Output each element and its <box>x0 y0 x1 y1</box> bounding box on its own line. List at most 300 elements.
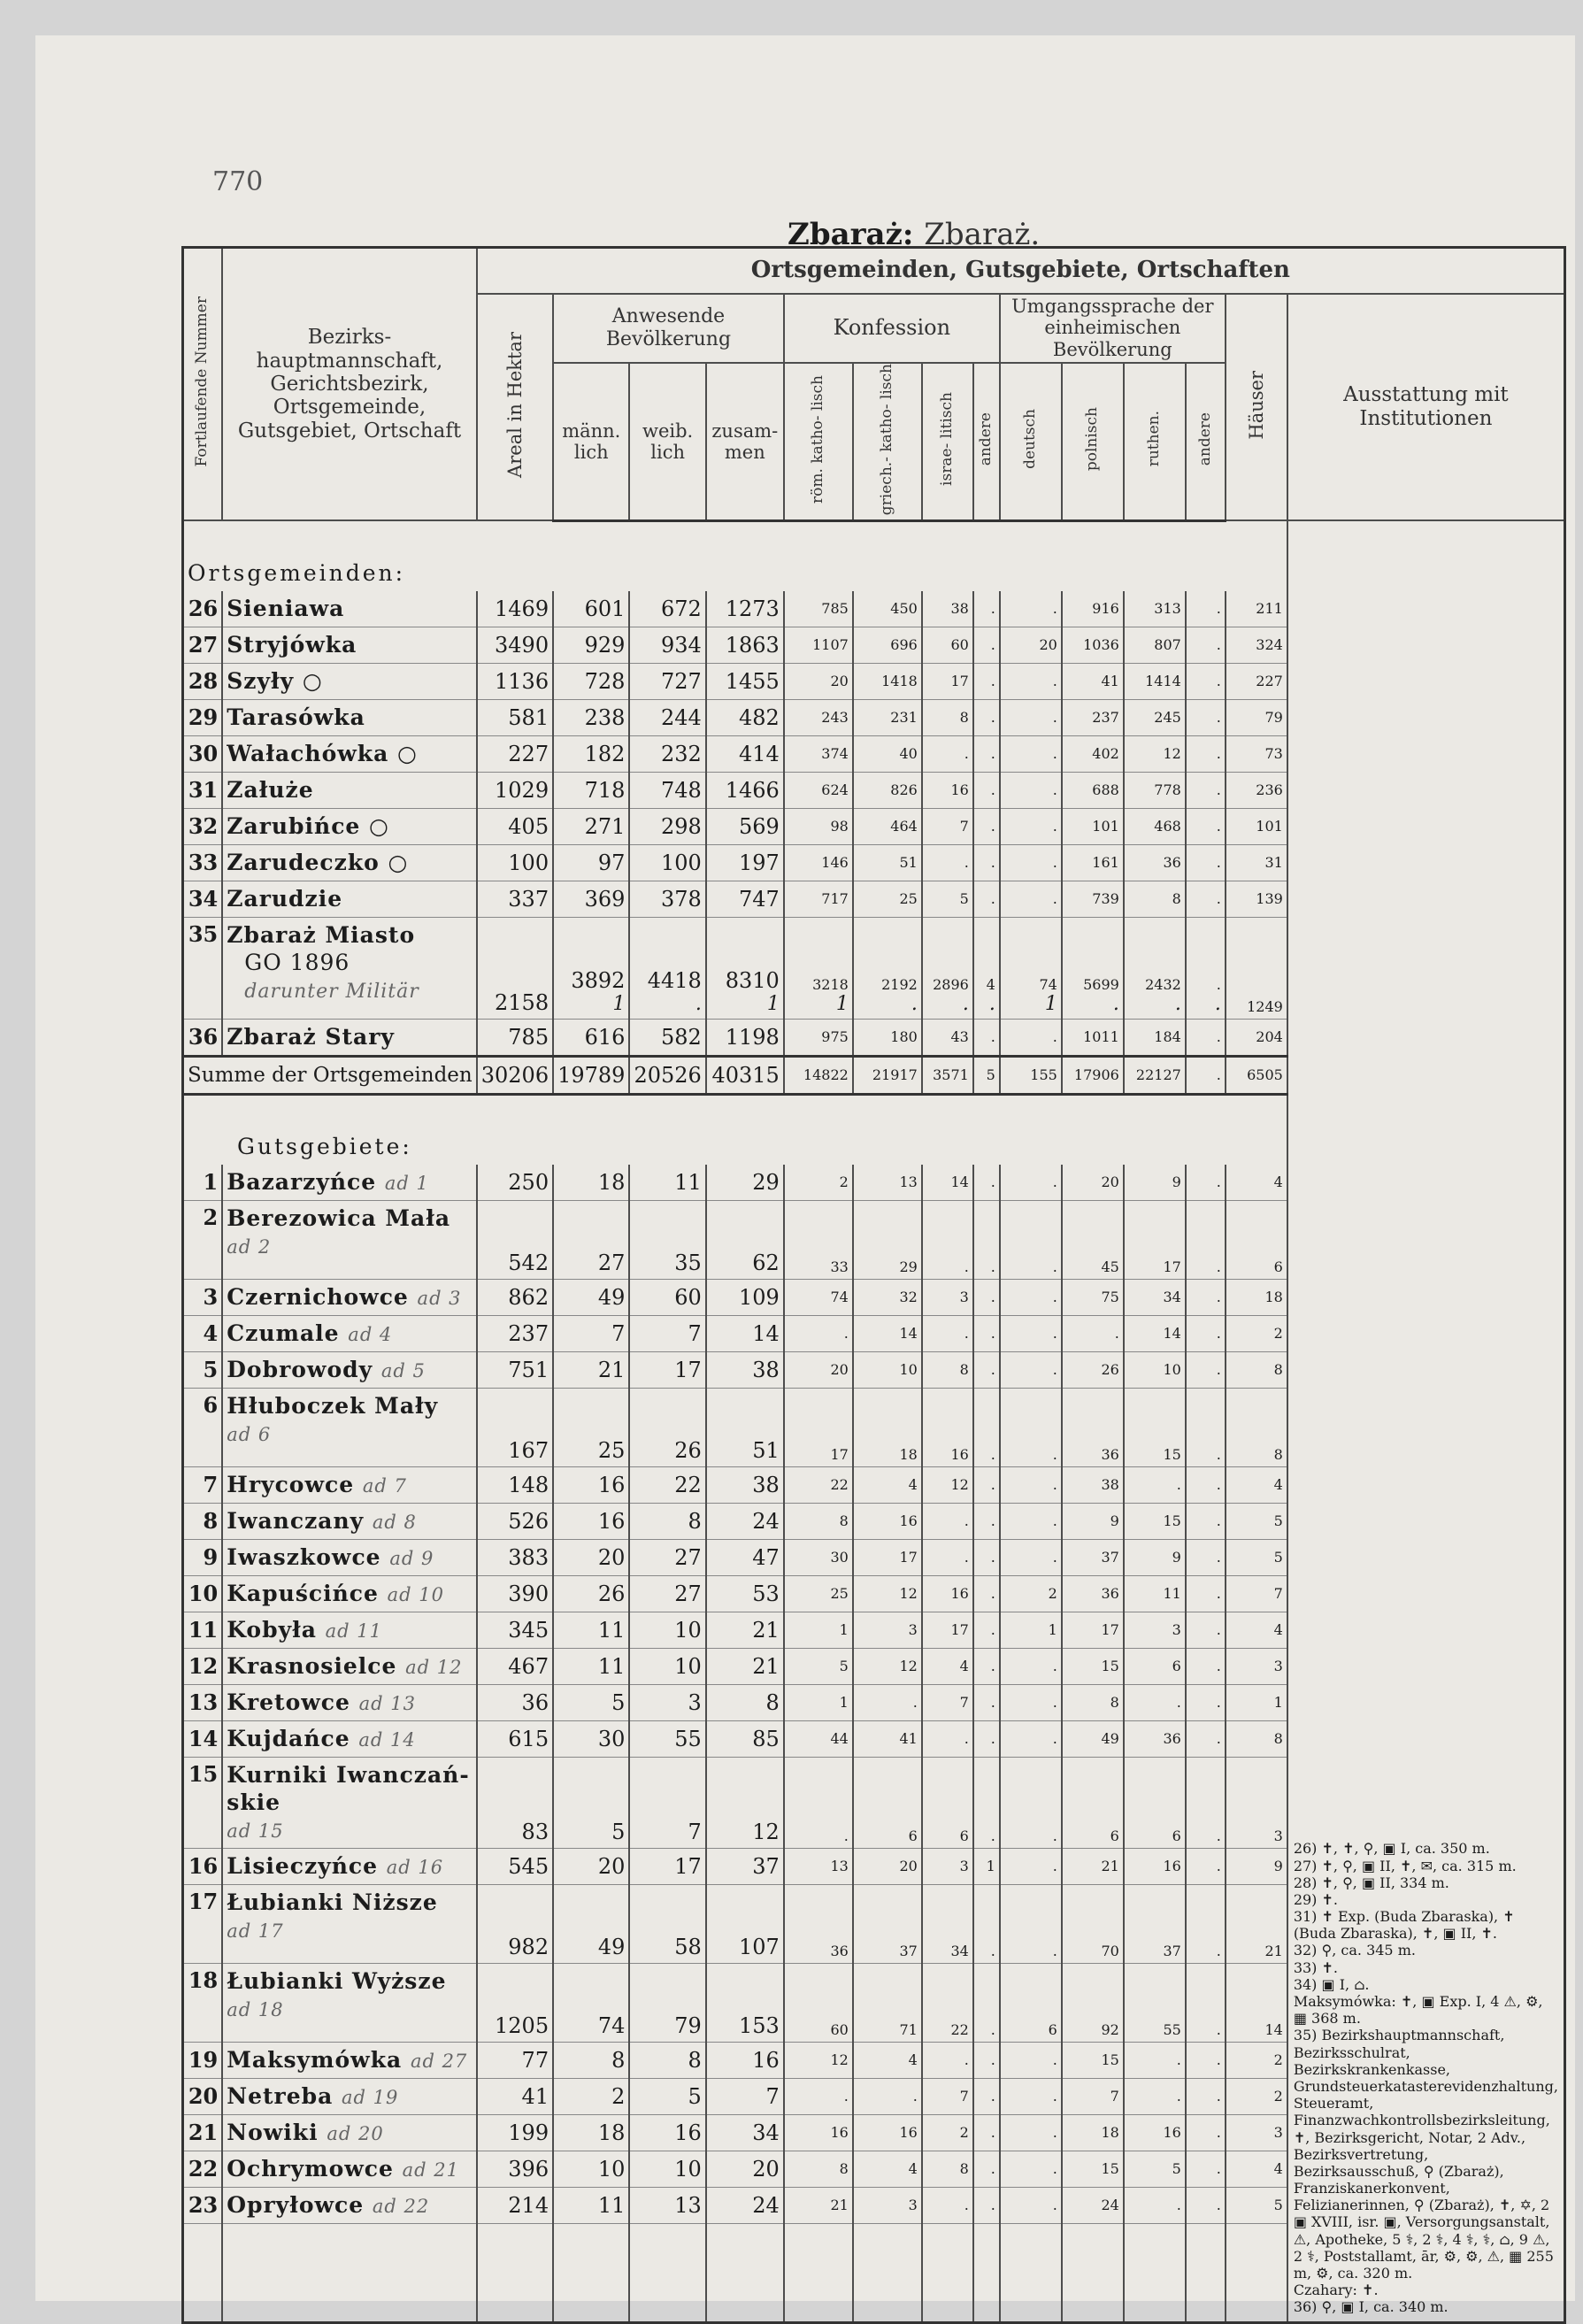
row-number: 11 <box>183 1612 223 1648</box>
cell-israelitisch: 7 <box>922 2078 973 2114</box>
cell-israelitisch: 4 <box>922 1648 973 1684</box>
cell-deutsch: . <box>1000 1019 1062 1056</box>
cell-polnisch: 9 <box>1062 1503 1124 1539</box>
ad-reference: ad 10 <box>387 1584 445 1606</box>
place-name <box>222 1720 476 1757</box>
cell-andere-sprache: . <box>1186 627 1226 663</box>
cell-deutsch: . <box>1000 1539 1062 1575</box>
col-haeuser: Häuser <box>1226 294 1287 521</box>
cell-weiblich: 60 <box>629 1279 705 1315</box>
cell-weiblich: 3 <box>629 1684 705 1720</box>
cell-israelitisch: 3 <box>922 1279 973 1315</box>
place-name-text: Krasnosielce <box>227 1653 397 1680</box>
cell-ruthenisch: 6 <box>1124 1757 1186 1848</box>
cell-andere-konf: . <box>973 2078 1000 2114</box>
cell-zusammen: 414 <box>706 735 784 772</box>
ad-reference: ad 11 <box>325 1620 383 1643</box>
cell-ruthenisch: 9 <box>1124 1165 1186 1201</box>
cell-andere-sprache: . <box>1186 844 1226 881</box>
ad-reference: ad 4 <box>348 1324 393 1346</box>
cell-deutsch: . <box>1000 735 1062 772</box>
cell-andere-konf: . <box>973 1388 1000 1466</box>
cell-weiblich: 232 <box>629 735 705 772</box>
empty-cell <box>853 2223 922 2322</box>
ad-reference: ad 18 <box>227 1998 284 2020</box>
place-name-text: Kapuścińce <box>227 1581 379 1607</box>
row-number: 15 <box>183 1757 223 1848</box>
cell-polnisch: 15 <box>1062 1648 1124 1684</box>
place-name-text: Kobyła <box>227 1617 317 1643</box>
cell-zusammen: 20 <box>706 2151 784 2187</box>
cell-deutsch: . <box>1000 1200 1062 1279</box>
cell-maennlich: 18 <box>553 2114 629 2151</box>
place-name <box>222 844 476 881</box>
cell-maennlich: 929 <box>553 627 629 663</box>
cell-israelitisch <box>922 917 973 1019</box>
row-number: 13 <box>183 1684 223 1720</box>
section-label-ortsgemeinden: Ortsgemeinden: <box>183 520 1287 591</box>
place-name <box>222 591 476 627</box>
cell-ruthenisch: 34 <box>1124 1279 1186 1315</box>
cell-griech-kath: 25 <box>853 881 922 917</box>
remarks-column <box>1287 520 1565 2322</box>
cell-areal: 405 <box>477 808 553 844</box>
cell-polnisch <box>1062 917 1124 1019</box>
value: 4 <box>986 975 995 993</box>
value-militaer: . <box>911 992 918 1015</box>
cell-andere-konf: . <box>973 1351 1000 1388</box>
cell-roem-kath: 36 <box>784 1884 853 1963</box>
cell-polnisch: 15 <box>1062 2151 1124 2187</box>
cell-deutsch: . <box>1000 1684 1062 1720</box>
ad-reference: ad 5 <box>380 1360 426 1382</box>
cell-maennlich: 2 <box>553 2078 629 2114</box>
value: 5699 <box>1083 975 1119 993</box>
value-militaer: 1 <box>612 992 626 1015</box>
cell-weiblich: 100 <box>629 844 705 881</box>
cell-ruthenisch: 184 <box>1124 1019 1186 1056</box>
cell-deutsch: . <box>1000 844 1062 881</box>
place-name <box>222 2042 476 2078</box>
ad-reference: ad 16 <box>386 1857 444 1879</box>
cell-ruthenisch: 16 <box>1124 1848 1186 1884</box>
cell-maennlich: 30 <box>553 1720 629 1757</box>
cell-maennlich: 16 <box>553 1503 629 1539</box>
cell-deutsch <box>1000 917 1062 1019</box>
place-name-text: Lisieczyńce <box>227 1853 379 1880</box>
value: 2192 <box>881 975 918 993</box>
value: 8310 <box>725 967 780 993</box>
cell-haeuser: 3 <box>1226 1757 1287 1848</box>
cell-areal: 36 <box>477 1684 553 1720</box>
remark-entry: 32) ⚲, ca. 345 m. <box>1293 1942 1416 1959</box>
cell-weiblich: 10 <box>629 1648 705 1684</box>
empty-cell <box>1186 2223 1226 2322</box>
col-anwesende: Anwesende Bevölkerung <box>553 294 784 363</box>
row-number: 26 <box>183 591 223 627</box>
cell-roem-kath: 1107 <box>784 627 853 663</box>
cell-zusammen: 1863 <box>706 627 784 663</box>
cell-andere-sprache: . <box>1186 772 1226 808</box>
cell-polnisch: 49 <box>1062 1720 1124 1757</box>
cell-maennlich: 49 <box>553 1279 629 1315</box>
place-name-text: Hrycowce <box>227 1472 355 1498</box>
cell-polnisch: 916 <box>1062 591 1124 627</box>
cell-haeuser: 8 <box>1226 1351 1287 1388</box>
cell-deutsch: . <box>1000 1848 1062 1884</box>
cell-deutsch: . <box>1000 881 1062 917</box>
cell-haeuser: 4 <box>1226 1466 1287 1503</box>
cell-weiblich: 934 <box>629 627 705 663</box>
cell-polnisch: 26 <box>1062 1351 1124 1388</box>
cell-ruthenisch: . <box>1124 2042 1186 2078</box>
cell-deutsch: . <box>1000 1279 1062 1315</box>
cell-andere-konf: . <box>973 1648 1000 1684</box>
row-number: 9 <box>183 1539 223 1575</box>
cell-haeuser: 101 <box>1226 808 1287 844</box>
sum-ruthenisch: 22127 <box>1124 1056 1186 1094</box>
remark-entry: 34) ▣ I, ⌂. <box>1293 1975 1370 1993</box>
cell-polnisch: 1011 <box>1062 1019 1124 1056</box>
cell-griech-kath: 826 <box>853 772 922 808</box>
cell-haeuser: 2 <box>1226 1315 1287 1351</box>
cell-haeuser: 211 <box>1226 591 1287 627</box>
cell-roem-kath: 624 <box>784 772 853 808</box>
cell-israelitisch: . <box>922 844 973 881</box>
place-name-text: Stryjówka <box>227 632 357 658</box>
cell-griech-kath: 37 <box>853 1884 922 1963</box>
cell-israelitisch: 8 <box>922 2151 973 2187</box>
cell-griech-kath: 6 <box>853 1757 922 1848</box>
cell-andere-konf: . <box>973 808 1000 844</box>
cell-ruthenisch: . <box>1124 1684 1186 1720</box>
cell-areal: 41 <box>477 2078 553 2114</box>
cell-haeuser: 21 <box>1226 1884 1287 1963</box>
place-name <box>222 627 476 663</box>
row-number: 12 <box>183 1648 223 1684</box>
row-number: 33 <box>183 844 223 881</box>
place-name-text: Załuże <box>227 777 314 804</box>
cell-maennlich: 27 <box>553 1200 629 1279</box>
cell-maennlich: 49 <box>553 1884 629 1963</box>
cell-andere-konf <box>973 917 1000 1019</box>
cell-roem-kath: 374 <box>784 735 853 772</box>
cell-andere-konf: . <box>973 1165 1000 1201</box>
cell-zusammen: 109 <box>706 1279 784 1315</box>
cell-polnisch: 237 <box>1062 699 1124 735</box>
place-name-text: Tarasówka <box>227 704 365 731</box>
place-name-text: Ochrymowce <box>227 2156 394 2182</box>
cell-griech-kath: 32 <box>853 1279 922 1315</box>
cell-zusammen: 34 <box>706 2114 784 2151</box>
cell-israelitisch: . <box>922 1200 973 1279</box>
place-name <box>222 1351 476 1388</box>
empty-cell <box>1226 2223 1287 2322</box>
cell-ruthenisch: 778 <box>1124 772 1186 808</box>
cell-israelitisch: 60 <box>922 627 973 663</box>
cell-weiblich: 5 <box>629 2078 705 2114</box>
cell-polnisch: 1036 <box>1062 627 1124 663</box>
cell-israelitisch: 7 <box>922 808 973 844</box>
cell-weiblich: 10 <box>629 1612 705 1648</box>
cell-andere-konf: . <box>973 2151 1000 2187</box>
cell-israelitisch: 17 <box>922 663 973 699</box>
cell-polnisch: 18 <box>1062 2114 1124 2151</box>
cell-ruthenisch: 807 <box>1124 627 1186 663</box>
cell-andere-sprache: . <box>1186 2187 1226 2223</box>
col-israelitisch: israe- litisch <box>922 363 973 521</box>
place-name-text: Iwanczany <box>227 1508 365 1535</box>
cell-deutsch: . <box>1000 2187 1062 2223</box>
cell-maennlich: 11 <box>553 1648 629 1684</box>
ad-reference: ad 17 <box>227 1920 284 1942</box>
cell-andere-konf: . <box>973 1612 1000 1648</box>
cell-areal: 396 <box>477 2151 553 2187</box>
cell-polnisch: 92 <box>1062 1963 1124 2042</box>
cell-haeuser: 7 <box>1226 1575 1287 1612</box>
cell-ruthenisch: 3 <box>1124 1612 1186 1648</box>
cell-areal: 345 <box>477 1612 553 1648</box>
row-number: 17 <box>183 1884 223 1963</box>
cell-roem-kath: 243 <box>784 699 853 735</box>
cell-haeuser: 8 <box>1226 1388 1287 1466</box>
cell-roem-kath: 25 <box>784 1575 853 1612</box>
place-name-text: Nowiki <box>227 2120 319 2146</box>
cell-areal: 3490 <box>477 627 553 663</box>
cell-israelitisch: 16 <box>922 772 973 808</box>
cell-deutsch: . <box>1000 1503 1062 1539</box>
cell-deutsch: 2 <box>1000 1575 1062 1612</box>
value: 74 <box>1039 975 1057 993</box>
cell-haeuser: 3 <box>1226 2114 1287 2151</box>
cell-andere-konf: . <box>973 772 1000 808</box>
cell-zusammen: 21 <box>706 1612 784 1648</box>
cell-roem-kath: 5 <box>784 1648 853 1684</box>
place-name <box>222 1279 476 1315</box>
cell-roem-kath: . <box>784 1757 853 1848</box>
empty-cell <box>706 2223 784 2322</box>
cell-weiblich: 11 <box>629 1165 705 1201</box>
cell-griech-kath: 71 <box>853 1963 922 2042</box>
cell-weiblich: 7 <box>629 1315 705 1351</box>
cell-weiblich: 17 <box>629 1848 705 1884</box>
row-number: 19 <box>183 2042 223 2078</box>
place-name-text: Hłuboczek Mały <box>227 1392 439 1419</box>
row-number: 22 <box>183 2151 223 2187</box>
cell-areal: 467 <box>477 1648 553 1684</box>
cell-roem-kath: 22 <box>784 1466 853 1503</box>
col-konfession: Konfession <box>784 294 1000 363</box>
col-weiblich: weib. lich <box>629 363 705 521</box>
cell-israelitisch: 43 <box>922 1019 973 1056</box>
cell-polnisch: 101 <box>1062 808 1124 844</box>
summary-label: Summe der Ortsgemeinden <box>183 1056 477 1094</box>
place-name <box>222 1388 476 1466</box>
cell-roem-kath: 1 <box>784 1684 853 1720</box>
cell-israelitisch: 8 <box>922 1351 973 1388</box>
sum-maennlich: 19789 <box>553 1056 629 1094</box>
cell-maennlich: 20 <box>553 1848 629 1884</box>
place-name <box>222 2078 476 2114</box>
cell-maennlich: 21 <box>553 1351 629 1388</box>
empty-cell <box>1124 2223 1186 2322</box>
cell-andere-konf: . <box>973 1019 1000 1056</box>
sum-griech-kath: 21917 <box>853 1056 922 1094</box>
cell-griech-kath: 14 <box>853 1315 922 1351</box>
place-name <box>222 881 476 917</box>
cell-israelitisch: 34 <box>922 1884 973 1963</box>
value: 2432 <box>1145 975 1181 993</box>
place-name-text: Czernichowce <box>227 1284 409 1311</box>
cell-areal: 545 <box>477 1848 553 1884</box>
cell-maennlich: 271 <box>553 808 629 844</box>
value-militaer: . <box>962 992 969 1015</box>
remark-entry: 35) Bezirkshauptmannschaft, Bezirksschulrat, Bezirkskrankenkasse, Grundsteuerkatasterevidenzhaltung, Steueramt, Finanzwachkontrollsbezirksleitung, ✝, Bezirksgericht, Notar, 2 Adv., Bezirksvertretung, Bezirksausschuß, ⚲ (Zbaraż), Franziskanerkonvent, Felizianerinnen, ⚲ (Zbaraż), ✝, ✡, 2 ▣ XVIII, isr. ▣, Versorgungsanstalt, ⚠, Apotheke, 5 ⚕, 2 ⚕, 4 ⚕, ⚕, ⌂, 9 ⚠, 2 ⚕, Poststallamt, ār, ⚙, ⚙, ⚠, ▦ 255 m, ⚙, ca. 320 m. <box>1293 2027 1558 2282</box>
place-name-text: Zbaraż Stary <box>227 1024 395 1050</box>
cell-roem-kath: 717 <box>784 881 853 917</box>
cell-weiblich: 672 <box>629 591 705 627</box>
cell-ruthenisch: 245 <box>1124 699 1186 735</box>
cell-haeuser: 1 <box>1226 1684 1287 1720</box>
cell-areal: 250 <box>477 1165 553 1201</box>
cell-israelitisch: . <box>922 2042 973 2078</box>
cell-andere-sprache: . <box>1186 699 1226 735</box>
cell-maennlich: 718 <box>553 772 629 808</box>
cell-griech-kath: 12 <box>853 1575 922 1612</box>
remark-entry: Maksymówka: ✝, ▣ Exp. I, 4 ⚠, ⚙, ▦ 368 m. <box>1293 1993 1543 2028</box>
cell-haeuser: 324 <box>1226 627 1287 663</box>
cell-andere-sprache: . <box>1186 1963 1226 2042</box>
place-name-text: Szyły ○ <box>227 668 323 695</box>
ad-reference: ad 7 <box>362 1475 407 1497</box>
row-number: 27 <box>183 627 223 663</box>
cell-maennlich: 97 <box>553 844 629 881</box>
cell-andere-sprache: . <box>1186 1612 1226 1648</box>
cell-haeuser: 5 <box>1226 1539 1287 1575</box>
place-name <box>222 1466 476 1503</box>
page-number: 770 <box>212 166 264 197</box>
cell-weiblich: 35 <box>629 1200 705 1279</box>
cell-griech-kath: 1418 <box>853 663 922 699</box>
cell-ruthenisch: . <box>1124 1466 1186 1503</box>
cell-andere-sprache: . <box>1186 1539 1226 1575</box>
place-name-text: Berezowica Mała <box>227 1204 451 1231</box>
cell-areal: 785 <box>477 1019 553 1056</box>
ad-reference: ad 12 <box>405 1657 463 1679</box>
cell-andere-konf: . <box>973 1200 1000 1279</box>
cell-areal: 526 <box>477 1503 553 1539</box>
cell-roem-kath: 20 <box>784 663 853 699</box>
place-name <box>222 1539 476 1575</box>
cell-areal: 581 <box>477 699 553 735</box>
cell-griech-kath: 180 <box>853 1019 922 1056</box>
cell-maennlich: 16 <box>553 1466 629 1503</box>
row-number: 29 <box>183 699 223 735</box>
cell-griech-kath: 464 <box>853 808 922 844</box>
cell-andere-konf: . <box>973 663 1000 699</box>
cell-maennlich: 10 <box>553 2151 629 2187</box>
ad-reference: ad 8 <box>372 1512 417 1534</box>
place-name <box>222 1165 476 1201</box>
place-name-text: Bazarzyńce <box>227 1169 377 1196</box>
cell-griech-kath: 231 <box>853 699 922 735</box>
row-number: 2 <box>183 1200 223 1279</box>
cell-andere-konf: 1 <box>973 1848 1000 1884</box>
cell-weiblich: 79 <box>629 1963 705 2042</box>
cell-andere-konf: . <box>973 2114 1000 2151</box>
cell-roem-kath: 8 <box>784 1503 853 1539</box>
cell-andere-konf: . <box>973 1684 1000 1720</box>
cell-zusammen: 747 <box>706 881 784 917</box>
cell-andere-sprache: . <box>1186 2114 1226 2151</box>
cell-andere-sprache: . <box>1186 1466 1226 1503</box>
place-name-text: Netreba <box>227 2083 334 2110</box>
cell-andere-sprache: . <box>1186 2078 1226 2114</box>
place-name <box>222 808 476 844</box>
place-name-text: Zbaraż Miasto <box>227 921 416 948</box>
cell-haeuser <box>1226 917 1287 1019</box>
cell-zusammen: 38 <box>706 1466 784 1503</box>
place-name <box>222 1503 476 1539</box>
cell-zusammen: 569 <box>706 808 784 844</box>
cell-griech-kath <box>853 917 922 1019</box>
cell-andere-sprache: . <box>1186 1351 1226 1388</box>
ad-reference: ad 27 <box>410 2051 468 2073</box>
row-number: 3 <box>183 1279 223 1315</box>
cell-weiblich: 27 <box>629 1539 705 1575</box>
value: 3892 <box>571 967 626 993</box>
cell-areal: 167 <box>477 1388 553 1466</box>
value-militaer: . <box>1112 992 1119 1015</box>
cell-israelitisch: 6 <box>922 1757 973 1848</box>
cell-andere-konf: . <box>973 627 1000 663</box>
cell-roem-kath: 12 <box>784 2042 853 2078</box>
cell-zusammen: 16 <box>706 2042 784 2078</box>
cell-griech-kath: 3 <box>853 2187 922 2223</box>
col-areal: Areal in Hektar <box>477 294 553 521</box>
cell-deutsch: . <box>1000 699 1062 735</box>
cell-ruthenisch: 6 <box>1124 1648 1186 1684</box>
cell-haeuser: 2 <box>1226 2078 1287 2114</box>
cell-polnisch: 17 <box>1062 1612 1124 1648</box>
cell-andere-sprache: . <box>1186 1720 1226 1757</box>
cell-weiblich: 378 <box>629 881 705 917</box>
cell-griech-kath: 450 <box>853 591 922 627</box>
ad-reference: ad 9 <box>389 1548 434 1570</box>
place-name <box>222 699 476 735</box>
col-polnisch: polnisch <box>1062 363 1124 521</box>
cell-weiblich: 748 <box>629 772 705 808</box>
value-militaer: 1 <box>835 992 849 1015</box>
cell-griech-kath: 3 <box>853 1612 922 1648</box>
cell-griech-kath: 18 <box>853 1388 922 1466</box>
cell-weiblich: 17 <box>629 1351 705 1388</box>
cell-griech-kath: 4 <box>853 2042 922 2078</box>
cell-weiblich: 16 <box>629 2114 705 2151</box>
remark-entry: 27) ✝, ⚲, ▣ II, ✝, ✉, ca. 315 m. <box>1293 1857 1517 1874</box>
cell-israelitisch: 17 <box>922 1612 973 1648</box>
ad-reference: ad 2 <box>227 1236 272 1258</box>
cell-haeuser: 204 <box>1226 1019 1287 1056</box>
cell-andere-konf: . <box>973 1575 1000 1612</box>
cell-roem-kath: 8 <box>784 2151 853 2187</box>
cell-weiblich: 22 <box>629 1466 705 1503</box>
cell-griech-kath: . <box>853 2078 922 2114</box>
cell-griech-kath: 12 <box>853 1648 922 1684</box>
cell-deutsch: . <box>1000 1351 1062 1388</box>
cell-haeuser: 139 <box>1226 881 1287 917</box>
cell-griech-kath: 16 <box>853 1503 922 1539</box>
